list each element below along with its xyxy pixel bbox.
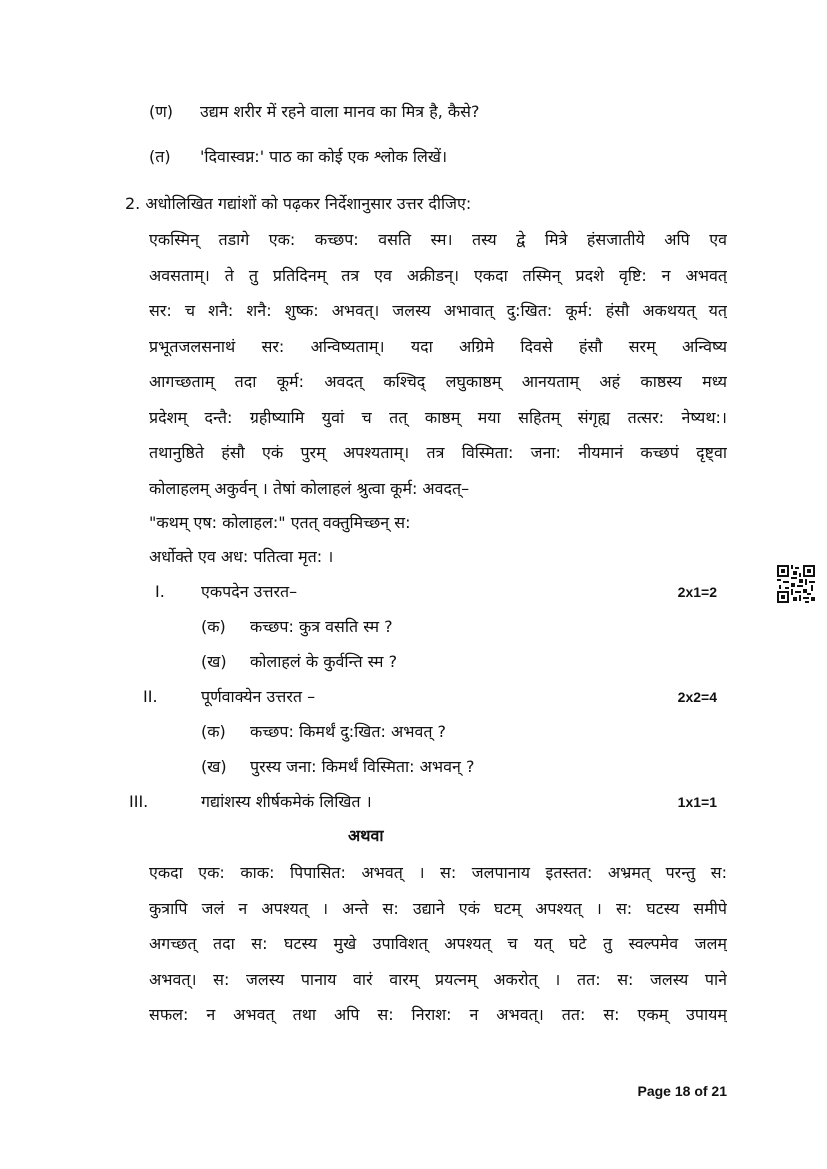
subquestion-ii [143,686,316,708]
passage-line: एकदा एक: काक: पिपासित: अभवत् । स: जलपानाय इतस्तत: अभ्रमत् परन्तु स: [149,863,727,882]
subquestion-item [201,651,398,673]
passage-line: अवसताम्। ते तु प्रतिदिनम् तत्र एव अक्रीडन्। एकदा तस्मिन् प्रदशे वृष्टि: न अभवत् [149,265,727,285]
subquestion-number: I. [155,582,165,601]
passage-line: प्रभूतजलसनाथं सर: अन्विष्यताम्। यदा अग्रिमे दिवसे हंसौ सरम् अन्विष्य [149,336,727,356]
subquestion-item [201,756,475,778]
question-number: 2. [125,194,141,213]
subquestion-title: पूर्णवाक्येन उत्तरत – [201,687,316,706]
question-2-header [125,193,471,215]
passage-line: सर: च शनै: शनै: शुष्क: अभवत्। जलस्य अभावात् दु:खित: कूर्म: हंसौ अकथयत् यत् [149,301,727,320]
of-label: of [694,1083,708,1099]
passage-ending: अर्धोक्ते एव अध: पतित्वा मृत: । [149,547,334,566]
item-number: (ख) [201,652,227,671]
question-t [149,146,448,168]
item-number: (क) [201,722,226,741]
subquestion-item [201,616,393,638]
passage-line: आगच्छताम् तदा कूर्म: अवदत् कश्चिद् लघुकाष्ठम् आनयताम् अहं काष्ठस्य मध्य [149,372,727,391]
passage-quote: "कथम् एष: कोलाहल:" एतत् वक्तुमिच्छन् स: [149,513,411,532]
qr-code-icon [777,565,815,603]
question-text: उद्यम शरीर में रहने वाला मानव का मित्र है, कैसे? [200,102,480,121]
subquestion-title: गद्यांशस्य शीर्षकमेकं लिखित । [201,792,372,811]
page-label: Page [637,1083,671,1099]
question-instruction: अधोलिखित गद्यांशों को पढ़कर निर्देशानुसार उत्तर दीजिए: [145,194,472,213]
marks-label: 2x2=4 [677,689,717,705]
question-text: 'दिवास्वप्न:' पाठ का कोई एक श्लोक लिखें। [200,147,448,166]
question-number: (त) [149,147,171,166]
item-text: कोलाहलं के कुर्वन्ति स्म ? [250,652,398,671]
subquestion-number: II. [143,687,158,706]
item-text: कच्छप: कुत्र वसति स्म ? [250,617,393,636]
passage-line: अभवत्। स: जलस्य पानाय वारं वारम् प्रयत्नम् अकरोत् । तत: स: जलस्य पाने [149,969,727,989]
question-number: (ण) [149,102,174,121]
passage-line: कुत्रापि जलं न अपश्यत् । अन्ते स: उद्याने एकं घटम् अपश्यत् । स: घटस्य समीपे [149,898,727,918]
page-number: 18 [674,1083,691,1099]
marks-label: 2x1=2 [677,584,717,600]
page-footer [637,1083,727,1099]
passage-line: प्रदेशम् दन्तै: ग्रहीष्यामि युवां च तत् काष्ठम् मया सहितम् संगृह्य तत्सर: नेष्यथ:। [149,407,727,427]
page-total: 21 [711,1083,727,1099]
subquestion-iii [129,791,372,813]
question-n [149,101,480,123]
passage-line: एकस्मिन् तडागे एक: कच्छप: वसति स्म। तस्य द्वे मित्रे हंसजातीये अपि एव [149,230,727,249]
subquestion-number: III. [129,792,149,811]
item-text: कच्छप: किमर्थं दु:खित: अभवत् ? [250,722,447,741]
marks-label: 1x1=1 [677,794,717,810]
passage-line: सफल: न अभवत् तथा अपि स: निराश: न अभवत्। तत: स: एकम् उपायम् [149,1005,727,1024]
subquestion-title: एकपदेन उत्तरत– [201,582,298,601]
passage-line: तथानुष्ठिते हंसौ एकं पुरम् अपश्यताम्। तत्र विस्मिता: जना: नीयमानं कच्छपं दृष्ट्वा [149,443,727,462]
passage-2 [149,862,727,1040]
or-heading: अथवा [348,826,384,845]
passage-line: कोलाहलम् अकुर्वन् । तेषां कोलाहलं श्रुत्वा कूर्म: अवदत्– [149,478,470,498]
item-number: (ख) [201,757,227,776]
item-number: (क) [201,617,226,636]
item-text: पुरस्य जना: किमर्थं विस्मिता: अभवन् ? [250,757,475,776]
subquestion-i [155,581,298,603]
passage-1 [149,229,727,513]
passage-line: अगच्छत् तदा स: घटस्य मुखे उपाविशत् अपश्यत् च यत् घटे तु स्वल्पमेव जलम् [149,934,727,953]
subquestion-item [201,721,447,743]
